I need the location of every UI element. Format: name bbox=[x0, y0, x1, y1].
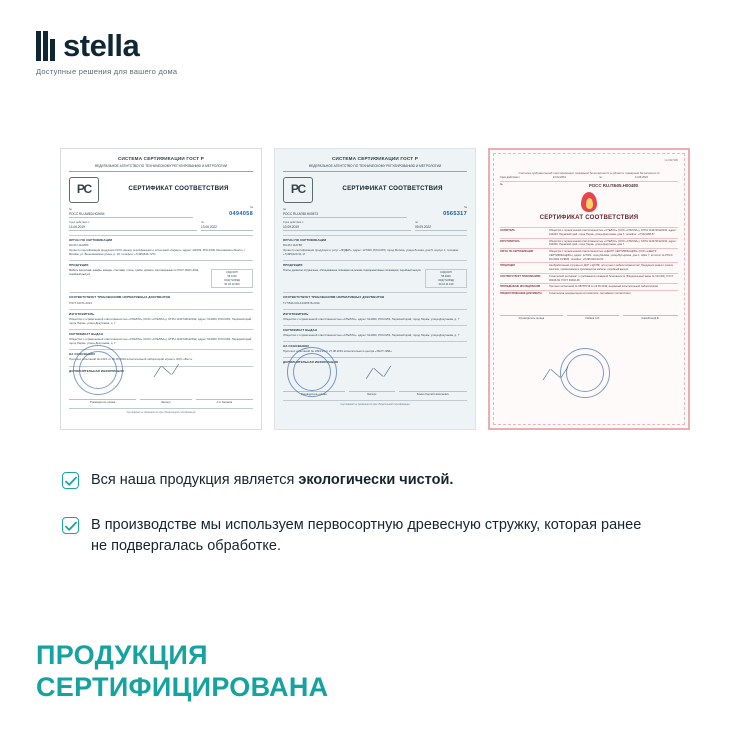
cert1-tnved-value: 94 03 10 000 bbox=[224, 282, 240, 286]
cert1-code-value: 56 1100 bbox=[227, 275, 237, 279]
cert1-basis-value: Протокол испытаний № 241/1 от 05.06.2019 испытательной лаборатории «Грант» ООО «Бэст» bbox=[69, 357, 193, 362]
footline bbox=[36, 640, 328, 704]
cert1-body-text: Орган по сертификации продукции ООО «Центр сертификации и испытаний «Гарант»; адрес: 111539, РОССИЯ, Московская область, г. Москва, ул. Вешняковская улица, д. 18; телефон: +7(495)646-7271 bbox=[69, 248, 246, 257]
fire-row-label: ПРОВЕДЁННЫЕ ИССЛЕДОВАНИЯ bbox=[500, 285, 541, 289]
statements-list bbox=[62, 470, 682, 581]
cert2-applicant-header: СЕРТИФИКАТ ВЫДАН bbox=[283, 327, 318, 332]
cert2-body-key: ОРГАН ПО СЕРТИФИКАЦИИ bbox=[283, 237, 327, 242]
cert2-number-value: РОСС RU.АГ88.Н00573 bbox=[283, 212, 407, 218]
cert2-basis-value: Протокол испытаний № 1093/19 от 27.08.2019 испытательного центра «ТЕСТ-ЛАБ» bbox=[283, 349, 392, 354]
cert2-manufacturer-value: Общество с ограниченной ответственностью «СТЕЛЛА», адрес: 614000, РОССИЯ, Пермский край, город Пермь, улица Докучаева, д. 7 bbox=[283, 316, 460, 321]
cert2-validity-to-label: по bbox=[415, 220, 418, 224]
footline-line-1: ПРОДУКЦИЯ bbox=[36, 640, 208, 671]
cert2-tnved-value: 44 10 11 100 bbox=[438, 282, 454, 286]
fire-row bbox=[500, 227, 678, 238]
fire-row bbox=[500, 262, 678, 273]
round-stamp-icon bbox=[73, 345, 123, 395]
cert1-body-value: RA.RU.11АИ83 bbox=[69, 243, 89, 248]
fire-blank-number: № 0117196 bbox=[664, 159, 678, 162]
fire-sign-right-name: Самойлов Д.В. bbox=[623, 315, 678, 321]
cert2-code-value: 55 3400 bbox=[441, 275, 451, 279]
cert2-applicant-value: Общество с ограниченной ответственностью «СТЕЛЛА», адрес: 614000, РОССИЯ, Пермский край, город Пермь, улица Докучаева, д. 7 bbox=[283, 333, 460, 338]
cert2-validity-from: 10.09.2019 bbox=[283, 225, 411, 231]
statement-text: В производстве мы используем первосортную древесную стружку, которая ранее не подвергалась обработке. bbox=[91, 517, 642, 555]
cert2-product-text: Плиты древесно-стружечные, облицованные плёнками на основе термореактивных полимеров, серийный выпуск bbox=[283, 269, 421, 273]
signature-icon: ⟋⟍⟋ bbox=[363, 363, 394, 382]
fire-sign-left: Руководитель органа bbox=[500, 315, 563, 321]
cert1-tnved-label: КОД ТН ВЭД bbox=[224, 278, 240, 282]
signature-icon: ⟋⟍⟋ bbox=[540, 364, 571, 383]
cert2-agency: ФЕДЕРАЛЬНОЕ АГЕНТСТВО ПО ТЕХНИЧЕСКОМУ РЕГУЛИРОВАНИЮ И МЕТРОЛОГИИ bbox=[283, 164, 467, 172]
cert1-validity-to: 13.06.2022 bbox=[201, 225, 253, 231]
brand-row bbox=[36, 30, 177, 61]
fire-row bbox=[500, 283, 678, 290]
fire-row-label: ОРГАН ПО СЕРТИФИКАЦИИ bbox=[500, 250, 534, 254]
fire-main-title: СЕРТИФИКАТ СООТВЕТСТВИЯ bbox=[539, 214, 639, 222]
certificate-image-2[interactable] bbox=[274, 148, 476, 430]
cert2-system-title: СИСТЕМА СЕРТИФИКАЦИИ ГОСТ Р bbox=[331, 156, 419, 161]
list-item bbox=[62, 515, 682, 557]
cert1-validity-label: Срок действия с bbox=[69, 220, 90, 224]
cert1-manufacturer-value: Общество с ограниченной ответственностью «СТЕЛЛА» (ООО «СТЕЛЛА»), ОГРН 1134746122192, адрес: 614000, РОССИЯ, Пермский край, город Пермь, улица Докучаева, д. 7 bbox=[69, 316, 253, 325]
cert2-main-title: СЕРТИФИКАТ СООТВЕТСТВИЯ bbox=[342, 185, 443, 193]
cert2-pc-badge: РС bbox=[283, 177, 313, 203]
fire-validity-to-label: по bbox=[599, 176, 602, 180]
cert2-blank-label: № bbox=[464, 205, 467, 209]
fire-row-value: Необработанная стружка из ДСП и ДСПФ, для кухни и мебели влажностей. Продукция разного класса эмиссии, применяемая в производстве мебели, серийный выпуск bbox=[549, 264, 673, 272]
cert1-system-title: СИСТЕМА СЕРТИФИКАЦИИ ГОСТ Р bbox=[117, 156, 205, 161]
cert1-norms-header: СООТВЕТСТВУЕТ ТРЕБОВАНИЯМ НОРМАТИВНЫХ ДОКУМЕНТОВ bbox=[69, 295, 171, 300]
brand-tagline: Доступные решения для вашего дома bbox=[36, 67, 178, 76]
three-bars-logo-icon bbox=[36, 31, 55, 61]
statement-text bbox=[91, 470, 453, 491]
cert2-blank-number: 0565317 bbox=[443, 210, 467, 217]
flame-icon bbox=[581, 192, 597, 212]
cert1-sign-right-name: А.А. Беликов bbox=[196, 399, 253, 405]
round-stamp-icon bbox=[287, 347, 337, 397]
fire-row-label: СООТВЕТСТВУЕТ ТРЕБОВАНИЯМ bbox=[500, 274, 541, 278]
fire-rows bbox=[500, 227, 678, 297]
check-square-icon bbox=[62, 517, 79, 534]
fire-row bbox=[500, 248, 678, 262]
cert1-agency: ФЕДЕРАЛЬНОЕ АГЕНТСТВО ПО ТЕХНИЧЕСКОМУ РЕГУЛИРОВАНИЮ И МЕТРОЛОГИИ bbox=[69, 164, 253, 172]
cert2-norms-value: ТУ 5534-001-12345678-2019 bbox=[283, 300, 320, 305]
cert2-code-label: КОД ОКП bbox=[440, 271, 452, 275]
cert2-tnved-label: КОД ТН ВЭД bbox=[438, 278, 454, 282]
cert2-basis-header: НА ОСНОВАНИИ bbox=[283, 344, 309, 349]
fire-row-value: Техническая документация изготовителя, сертификат соответствия bbox=[549, 292, 631, 296]
cert2-extra-header: ДОПОЛНИТЕЛЬНАЯ ИНФОРМАЦИЯ bbox=[283, 360, 338, 365]
fire-system-title: Система добровольной сертификации пожарной безопасности в области пожарной безопасности bbox=[518, 170, 660, 175]
cert1-body-key: ОРГАН ПО СЕРТИФИКАЦИИ bbox=[69, 237, 113, 242]
cert1-main-title: СЕРТИФИКАТ СООТВЕТСТВИЯ bbox=[128, 185, 229, 193]
cert2-product-header: ПРОДУКЦИЯ bbox=[283, 263, 303, 268]
cert2-validity-to: 09.09.2022 bbox=[415, 225, 467, 231]
fire-validity-to: 11.06.2024 bbox=[635, 176, 648, 180]
cert2-body-value: RA.RU.11АГ88 bbox=[283, 243, 302, 248]
cert1-number-value: РОСС RU.АИ83.Н02694 bbox=[69, 212, 193, 218]
certificates-gallery bbox=[60, 148, 692, 430]
fire-row-label: ЗАЯВИТЕЛЬ bbox=[500, 229, 515, 233]
cert1-applicant-value: Общество с ограниченной ответственностью «СТЕЛЛА» (ООО «СТЕЛЛА»), ОГРН 1134746122192, адрес: 614000, РОССИЯ, Пермский край, город Пермь, улица Докучаева, д. 7 bbox=[69, 337, 253, 346]
fire-row-label: ИЗГОТОВИТЕЛЬ bbox=[500, 239, 520, 243]
cert1-footer-note: Сертификат не применяется при обязательной сертификации bbox=[69, 408, 253, 414]
cert2-sign-left: Руководитель органа bbox=[283, 391, 345, 397]
cert1-number-label: № bbox=[69, 207, 72, 211]
cert1-applicant-header: СЕРТИФИКАТ ВЫДАН bbox=[69, 331, 104, 336]
cert1-product-header: ПРОДУКЦИЯ bbox=[69, 263, 89, 268]
cert1-norms-value: ГОСТ 16371-2014 bbox=[69, 300, 92, 305]
cert1-blank-number: 0494058 bbox=[229, 210, 253, 217]
fire-row-value: Протокол испытаний № 087/Пб/19 от 23.06.2019, выданный испытательной лабораторией bbox=[549, 285, 658, 289]
cert1-product-text: Мебель корпусная: шкафы, комоды, стеллажи, столы, тумбы, кровати, изготовленные по ГОСТ 16371-2014, серийный выпуск bbox=[69, 269, 200, 277]
fire-reg-label: № bbox=[500, 182, 503, 186]
cert1-code-label: КОД ОКП bbox=[226, 271, 238, 275]
cert1-blank-label: № bbox=[250, 205, 253, 209]
fire-row bbox=[500, 290, 678, 297]
fire-row-value: Общество с ограниченной ответственностью «СТЕЛЛА» (ООО «СТЕЛЛА»), ОГРН 1134746122192, адрес: 614000, Пермский край, город Пермь, улица Докучаева, дом 7, телефон: +7(342)288-57 bbox=[549, 229, 677, 236]
cert1-manufacturer-header: ИЗГОТОВИТЕЛЬ bbox=[69, 311, 95, 316]
brand-header bbox=[36, 30, 177, 76]
list-item bbox=[62, 470, 682, 491]
statement-text-bold: экологически чистой. bbox=[298, 472, 454, 488]
fire-row-value: Технический регламент о требованиях пожарной безопасности (Федеральный закон № 123-ФЗ), ГОСТ 30244-94, ГОСТ 30402-96 bbox=[549, 274, 673, 282]
cert1-validity-from: 14.06.2019 bbox=[69, 225, 197, 231]
cert2-body-text: Орган по сертификации продукции и услуг «ЛИДЕР»; адрес: 127000, РОССИЯ, город Москва, улица Лесная, дом 5, корпус 1; телефон: +7(495)120-31-17 bbox=[283, 248, 459, 257]
statement-text-plain: Вся наша продукция является bbox=[91, 472, 299, 488]
footline-line-2: СЕРТИФИЦИРОВАНА bbox=[36, 672, 329, 703]
fire-reg-value: РОСС RU.ПБ05.Н00480 bbox=[588, 182, 639, 188]
cert1-basis-header: НА ОСНОВАНИИ bbox=[69, 352, 95, 357]
fire-sign-left-name: Кабаев С.И. bbox=[567, 315, 619, 321]
fire-row bbox=[500, 273, 678, 284]
fire-row-value: Общество с ограниченной ответственностью «СТЕЛЛА» (ООО «СТЕЛЛА»), ОГРН 1134746122192, адрес: 614000, Пермский край, город Пермь, улица Докучаева, дом 7 bbox=[549, 239, 677, 247]
cert1-pc-badge: РС bbox=[69, 177, 99, 203]
cert2-manufacturer-header: ИЗГОТОВИТЕЛЬ bbox=[283, 311, 309, 316]
fire-validity-from: 10.02.2019 bbox=[552, 176, 566, 180]
cert2-validity-label: Срок действия с bbox=[283, 220, 304, 224]
certificate-image-3[interactable] bbox=[488, 148, 690, 430]
certificate-image-1[interactable] bbox=[60, 148, 262, 430]
check-square-icon bbox=[62, 472, 79, 489]
fire-row-label: ПРЕДОСТАВЛЕННЫЕ ДОКУМЕНТЫ bbox=[500, 292, 542, 296]
fire-row-label: ПРОДУКЦИЯ bbox=[500, 264, 515, 268]
cert2-sign-mid: Эксперт bbox=[349, 391, 395, 397]
cert2-norms-header: СООТВЕТСТВУЕТ ТРЕБОВАНИЯМ НОРМАТИВНЫХ ДОКУМЕНТОВ bbox=[283, 295, 385, 300]
cert1-extra-header: ДОПОЛНИТЕЛЬНАЯ ИНФОРМАЦИЯ bbox=[69, 368, 124, 373]
cert2-sign-right-name: Зимин Сергей Николаевич bbox=[399, 391, 467, 397]
fire-row-value: Общество с ограниченной ответственностью «ЦЕНТР СЕРТИФИКАЦИИ» (ООО «ЦЕНТР СЕРТИФИКАЦИИ»), адрес: 127001, город Москва, улица Бутырская, дом 1, офис 7, аттестат № РОСС RU.0001.11ПБ05, телефон: +7(495)120-00-00 bbox=[549, 250, 673, 261]
cert2-footer-note: Сертификат не применяется при обязательной сертификации bbox=[283, 400, 467, 406]
cert1-sign-left: Руководитель органа bbox=[69, 399, 136, 405]
fire-row bbox=[500, 238, 678, 249]
cert2-number-label: № bbox=[283, 207, 286, 211]
brand-name: stella bbox=[63, 28, 140, 63]
fire-validity-label: Срок действия с bbox=[500, 176, 520, 180]
cert1-sign-mid: Эксперт bbox=[140, 399, 191, 405]
signature-icon: ⟋⟍⟋ bbox=[151, 361, 182, 380]
cert1-validity-to-label: по bbox=[201, 220, 204, 224]
